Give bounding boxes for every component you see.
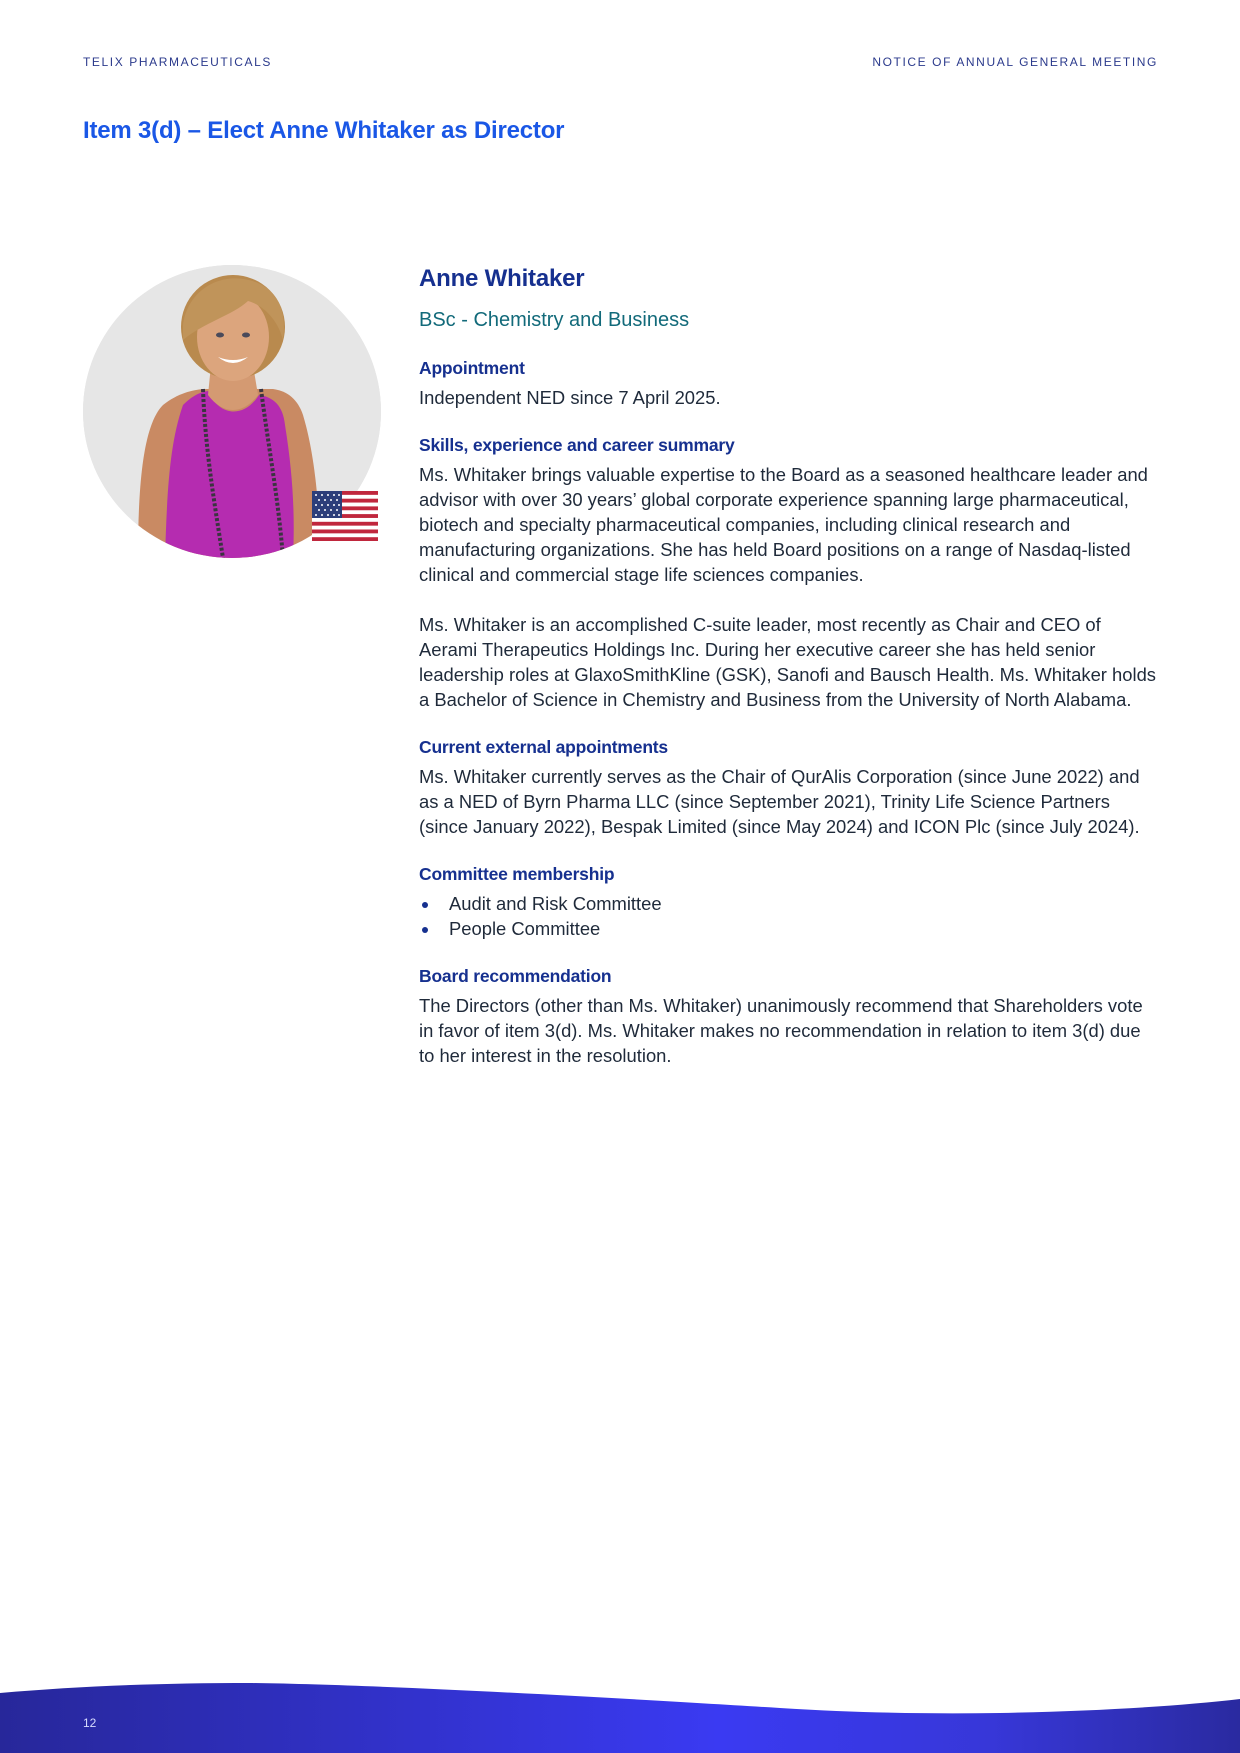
committee-label: Audit and Risk Committee [449, 893, 662, 914]
director-qualification: BSc - Chemistry and Business [419, 309, 690, 331]
section-appointment [419, 357, 1159, 410]
footer-wave [0, 1670, 1240, 1753]
page-number: 12 [83, 1716, 97, 1730]
external-heading: Current external appointments [419, 737, 668, 757]
skills-heading: Skills, experience and career summary [419, 435, 735, 455]
section-recommendation [419, 965, 1159, 1068]
header-company: TELIX PHARMACEUTICALS [83, 55, 272, 69]
committee-label: People Committee [449, 918, 601, 939]
committee-item [419, 916, 1159, 941]
item-title: Item 3(d) – Elect Anne Whitaker as Director [83, 117, 565, 144]
header-document-title: NOTICE OF ANNUAL GENERAL MEETING [872, 55, 1158, 69]
recommendation-heading: Board recommendation [419, 966, 612, 986]
bullet-icon [422, 902, 428, 908]
committee-item [419, 891, 1159, 916]
section-skills [419, 434, 1159, 712]
external-text: Ms. Whitaker currently serves as the Chair of QurAlis Corporation (since June 2022) and as a NED of Byrn Pharma LLC (since September 2021), Trinity Life Science Partners (since January 2022), Bespak Limited (since May 2024) and ICON Plc (since July 2024). [419, 766, 1140, 837]
director-profile [419, 264, 1159, 1068]
committee-list [419, 891, 1159, 941]
section-committees [419, 863, 1159, 941]
skills-paragraph-2: Ms. Whitaker is an accomplished C-suite leader, most recently as Chair and CEO of Aerami Therapeutics Holdings Inc. During her executive career she has held senior leadership roles at GlaxoSmithKline (GSK), Sanofi and Bausch Health. Ms. Whitaker holds a Bachelor of Science in Chemistry and Business from the University of North Alabama. [419, 614, 1156, 710]
recommendation-text: The Directors (other than Ms. Whitaker) unanimously recommend that Shareholders vote in favor of item 3(d). Ms. Whitaker makes no recommendation in relation to item 3(d) due to her interest in the resolution. [419, 995, 1143, 1066]
bullet-icon [422, 927, 428, 933]
us-flag-icon [312, 491, 378, 541]
appointment-text: Independent NED since 7 April 2025. [419, 387, 721, 408]
committees-heading: Committee membership [419, 864, 615, 884]
section-external-appointments [419, 736, 1159, 839]
skills-paragraph-1: Ms. Whitaker brings valuable expertise to the Board as a seasoned healthcare leader and advisor with over 30 years’ global corporate experience spanning large pharmaceutical, biotech and specialty pharmaceutical companies, including clinical research and manufacturing organizations. She has held Board positions on a range of Nasdaq-listed clinical and commercial stage life sciences companies. [419, 464, 1148, 585]
appointment-heading: Appointment [419, 358, 525, 378]
director-name: Anne Whitaker [419, 265, 585, 292]
